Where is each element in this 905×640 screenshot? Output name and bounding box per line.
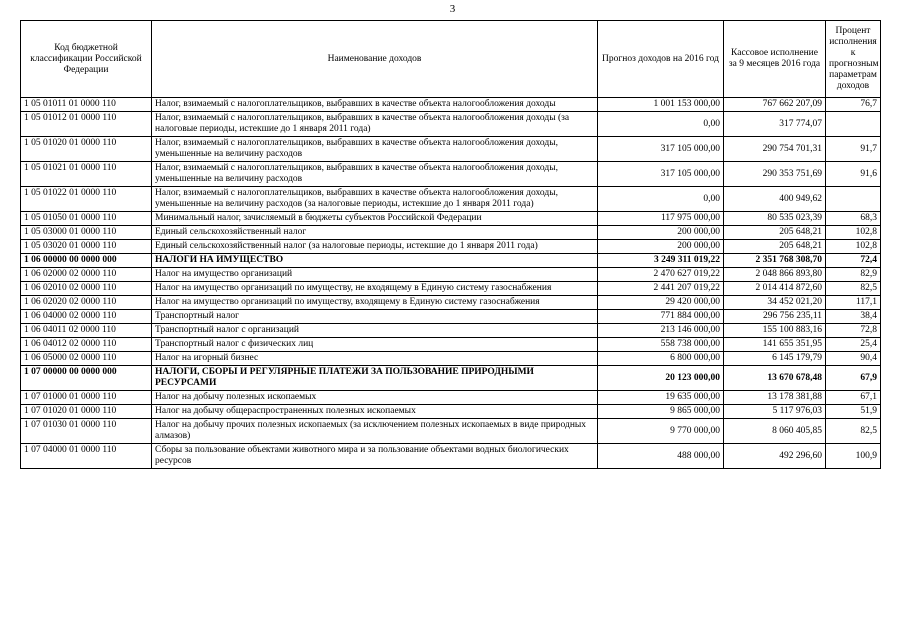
row-code: 1 07 04000 01 0000 110 xyxy=(21,444,152,469)
row-forecast: 2 441 207 019,22 xyxy=(598,282,724,296)
table-row xyxy=(21,352,881,366)
row-forecast: 200 000,00 xyxy=(598,226,724,240)
row-name: Налог на добычу общераспространенных полезных ископаемых xyxy=(152,405,598,419)
row-code: 1 06 04000 02 0000 110 xyxy=(21,310,152,324)
row-percent xyxy=(826,187,881,212)
row-forecast: 317 105 000,00 xyxy=(598,162,724,187)
row-name: Транспортный налог xyxy=(152,310,598,324)
row-forecast: 20 123 000,00 xyxy=(598,366,724,391)
table-row xyxy=(21,98,881,112)
header-forecast: Прогноз доходов на 2016 год xyxy=(598,21,724,98)
row-percent: 67,1 xyxy=(826,391,881,405)
row-name: Единый сельскохозяйственный налог (за налоговые периоды, истекшие до 1 января 2011 года) xyxy=(152,240,598,254)
header-name: Наименование доходов xyxy=(152,21,598,98)
row-actual: 767 662 207,09 xyxy=(724,98,826,112)
row-name: НАЛОГИ НА ИМУЩЕСТВО xyxy=(152,254,598,268)
row-name: Налог, взимаемый с налогоплательщиков, выбравших в качестве объекта налогообложения доходы, уменьшенные на величину расходов xyxy=(152,162,598,187)
row-code: 1 07 00000 00 0000 000 xyxy=(21,366,152,391)
row-actual: 2 048 866 893,80 xyxy=(724,268,826,282)
table-row xyxy=(21,419,881,444)
row-name: Налог, взимаемый с налогоплательщиков, выбравших в качестве объекта налогообложения доходы (за налоговые периоды, истекшие до 1 января 2011 года) xyxy=(152,112,598,137)
row-actual: 492 296,60 xyxy=(724,444,826,469)
revenue-table xyxy=(20,20,881,469)
table-row xyxy=(21,162,881,187)
row-forecast: 3 249 311 019,22 xyxy=(598,254,724,268)
row-name: Налог, взимаемый с налогоплательщиков, выбравших в качестве объекта налогообложения доходы, уменьшенные на величину расходов xyxy=(152,137,598,162)
row-actual: 205 648,21 xyxy=(724,226,826,240)
row-percent: 51,9 xyxy=(826,405,881,419)
row-forecast: 488 000,00 xyxy=(598,444,724,469)
table-row xyxy=(21,296,881,310)
row-actual: 290 754 701,31 xyxy=(724,137,826,162)
row-forecast: 558 738 000,00 xyxy=(598,338,724,352)
row-actual: 296 756 235,11 xyxy=(724,310,826,324)
row-actual: 317 774,07 xyxy=(724,112,826,137)
table-row xyxy=(21,254,881,268)
row-code: 1 06 00000 00 0000 000 xyxy=(21,254,152,268)
row-code: 1 06 05000 02 0000 110 xyxy=(21,352,152,366)
row-code: 1 07 01000 01 0000 110 xyxy=(21,391,152,405)
row-name: Налог на имущество организаций по имуществу, не входящему в Единую систему газоснабжения xyxy=(152,282,598,296)
row-actual: 2 351 768 308,70 xyxy=(724,254,826,268)
row-code: 1 05 01022 01 0000 110 xyxy=(21,187,152,212)
table-row xyxy=(21,338,881,352)
table-row xyxy=(21,324,881,338)
row-name: Налог на игорный бизнес xyxy=(152,352,598,366)
row-forecast: 213 146 000,00 xyxy=(598,324,724,338)
row-percent: 72,8 xyxy=(826,324,881,338)
row-code: 1 05 01050 01 0000 110 xyxy=(21,212,152,226)
row-actual: 2 014 414 872,60 xyxy=(724,282,826,296)
row-forecast: 200 000,00 xyxy=(598,240,724,254)
table-row xyxy=(21,405,881,419)
table-row xyxy=(21,187,881,212)
row-name: Минимальный налог, зачисляемый в бюджеты субъектов Российской Федерации xyxy=(152,212,598,226)
table-row xyxy=(21,112,881,137)
row-name: Сборы за пользование объектами животного мира и за пользование объектами водных биологических ресурсов xyxy=(152,444,598,469)
row-code: 1 05 03000 01 0000 110 xyxy=(21,226,152,240)
row-code: 1 06 02020 02 0000 110 xyxy=(21,296,152,310)
table-row xyxy=(21,444,881,469)
row-percent: 68,3 xyxy=(826,212,881,226)
row-name: Единый сельскохозяйственный налог xyxy=(152,226,598,240)
table-header-row xyxy=(21,21,881,98)
row-name: Транспортный налог с физических лиц xyxy=(152,338,598,352)
row-actual: 155 100 883,16 xyxy=(724,324,826,338)
row-actual: 13 178 381,88 xyxy=(724,391,826,405)
table-row xyxy=(21,282,881,296)
row-forecast: 317 105 000,00 xyxy=(598,137,724,162)
row-name: Транспортный налог с организаций xyxy=(152,324,598,338)
row-actual: 5 117 976,03 xyxy=(724,405,826,419)
row-code: 1 06 04012 02 0000 110 xyxy=(21,338,152,352)
table-row xyxy=(21,366,881,391)
row-actual: 80 535 023,39 xyxy=(724,212,826,226)
row-code: 1 05 01012 01 0000 110 xyxy=(21,112,152,137)
row-forecast: 1 001 153 000,00 xyxy=(598,98,724,112)
page-number: 3 xyxy=(449,3,456,15)
row-name: Налог на добычу прочих полезных ископаемых (за исключением полезных ископаемых в виде природных алмазов) xyxy=(152,419,598,444)
row-percent: 38,4 xyxy=(826,310,881,324)
row-percent: 102,8 xyxy=(826,226,881,240)
row-percent: 102,8 xyxy=(826,240,881,254)
row-actual: 8 060 405,85 xyxy=(724,419,826,444)
row-code: 1 07 01020 01 0000 110 xyxy=(21,405,152,419)
row-code: 1 06 04011 02 0000 110 xyxy=(21,324,152,338)
row-percent: 90,4 xyxy=(826,352,881,366)
row-forecast: 9 865 000,00 xyxy=(598,405,724,419)
row-percent: 82,5 xyxy=(826,282,881,296)
row-forecast: 9 770 000,00 xyxy=(598,419,724,444)
row-name: Налог, взимаемый с налогоплательщиков, выбравших в качестве объекта налогообложения доходы xyxy=(152,98,598,112)
row-percent: 82,5 xyxy=(826,419,881,444)
row-forecast: 0,00 xyxy=(598,187,724,212)
row-forecast: 29 420 000,00 xyxy=(598,296,724,310)
table-row xyxy=(21,391,881,405)
row-percent: 76,7 xyxy=(826,98,881,112)
row-forecast: 19 635 000,00 xyxy=(598,391,724,405)
table-row xyxy=(21,137,881,162)
row-actual: 13 670 678,48 xyxy=(724,366,826,391)
table-row xyxy=(21,212,881,226)
row-percent: 25,4 xyxy=(826,338,881,352)
header-percent: Процент исполнения к прогнозным параметрам доходов xyxy=(826,21,881,98)
row-actual: 141 655 351,95 xyxy=(724,338,826,352)
header-actual: Кассовое исполнение за 9 месяцев 2016 года xyxy=(724,21,826,98)
table-row xyxy=(21,226,881,240)
row-code: 1 07 01030 01 0000 110 xyxy=(21,419,152,444)
table-row xyxy=(21,310,881,324)
row-forecast: 6 800 000,00 xyxy=(598,352,724,366)
row-code: 1 05 01021 01 0000 110 xyxy=(21,162,152,187)
row-forecast: 117 975 000,00 xyxy=(598,212,724,226)
row-percent: 117,1 xyxy=(826,296,881,310)
row-percent: 91,7 xyxy=(826,137,881,162)
row-code: 1 06 02010 02 0000 110 xyxy=(21,282,152,296)
row-code: 1 06 02000 02 0000 110 xyxy=(21,268,152,282)
row-actual: 205 648,21 xyxy=(724,240,826,254)
table-row xyxy=(21,240,881,254)
row-actual: 400 949,62 xyxy=(724,187,826,212)
row-percent xyxy=(826,112,881,137)
row-forecast: 2 470 627 019,22 xyxy=(598,268,724,282)
row-code: 1 05 01020 01 0000 110 xyxy=(21,137,152,162)
row-percent: 100,9 xyxy=(826,444,881,469)
row-name: Налог, взимаемый с налогоплательщиков, выбравших в качестве объекта налогообложения доходы, уменьшенные на величину расходов (за налоговые периоды, истекшие до 1 января 2011 года) xyxy=(152,187,598,212)
row-percent: 72,4 xyxy=(826,254,881,268)
row-name: Налог на имущество организаций xyxy=(152,268,598,282)
row-percent: 67,9 xyxy=(826,366,881,391)
row-percent: 91,6 xyxy=(826,162,881,187)
header-code: Код бюджетной классификации Российской Федерации xyxy=(21,21,152,98)
row-name: НАЛОГИ, СБОРЫ И РЕГУЛЯРНЫЕ ПЛАТЕЖИ ЗА ПОЛЬЗОВАНИЕ ПРИРОДНЫМИ РЕСУРСАМИ xyxy=(152,366,598,391)
row-actual: 290 353 751,69 xyxy=(724,162,826,187)
row-forecast: 771 884 000,00 xyxy=(598,310,724,324)
row-name: Налог на добычу полезных ископаемых xyxy=(152,391,598,405)
row-code: 1 05 03020 01 0000 110 xyxy=(21,240,152,254)
row-code: 1 05 01011 01 0000 110 xyxy=(21,98,152,112)
row-name: Налог на имущество организаций по имуществу, входящему в Единую систему газоснабжения xyxy=(152,296,598,310)
row-forecast: 0,00 xyxy=(598,112,724,137)
table-row xyxy=(21,268,881,282)
row-actual: 34 452 021,20 xyxy=(724,296,826,310)
row-actual: 6 145 179,79 xyxy=(724,352,826,366)
table-body xyxy=(21,98,881,469)
row-percent: 82,9 xyxy=(826,268,881,282)
